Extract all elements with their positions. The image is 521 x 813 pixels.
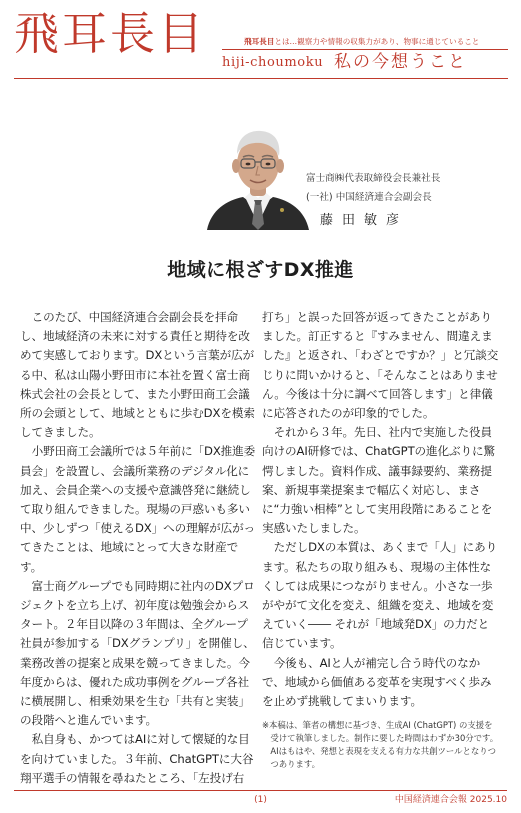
paragraph: このたび、中国経済連合会副会長を拝命し、地域経済の未来に対する責任と期待を改めて実感しております。DXという言葉が広がる中、私は山陽小野田市に本社を置く富士商株式会社の会長として、また小野田商工会議所の会頭として、地域とともに歩むDXを模索してきました。 [20, 310, 255, 440]
series-title: 私の今想うこと [334, 52, 467, 72]
paragraph: 打ち」と誤った回答が返ってきたことがありました。訂正すると『すみません、間違えました』と返され、「わざとですか？」と冗談交じりに問いかけると、「そんなことはありません。今後は十分に調べて回答します」と律儀に応答されたのが印象的でした。 [262, 310, 499, 421]
paragraph: 富士商グループでも同時期に社内のDXプロジェクトを立ち上げ、初年度は勉強会からスタート。２年目以降の３年間は、全グループ社員が参加する「DXグランプリ」を開催し、業務改善の提案と成果を競ってきました。今年度からは、優れた成功事例をグループ各社に横展開し、相乗効果を生む「共有と実装」の段階へと進んでいます。 [20, 578, 255, 728]
footer-rule [14, 790, 507, 791]
publication-info: 中国経済連合会報 2025.10 [394, 795, 507, 805]
article-column-right [262, 308, 500, 711]
article-column-left [20, 308, 258, 788]
article-headline: 地域に根ざすDX推進 [167, 259, 354, 281]
paragraph: それから３年。先日、社内で実施した役員向けのAI研修では、ChatGPTの進化ぶりに驚愕しました。資料作成、議事録要約、業務提案、新規事業提案まで幅広く対応し、まさに“力強い相棒”として実用段階にあることを実感いたしました。 [262, 425, 496, 536]
masthead-title: 飛耳長目 [14, 7, 207, 60]
page-number: (1) [254, 795, 267, 805]
paragraph: 私自身も、かつてはAIに対して懐疑的な目を向けていました。３年前、ChatGPTに大谷翔平選手の情報を尋ねたところ、「左投げ右 [20, 732, 254, 785]
masthead-romaji: hiji-choumoku [222, 55, 324, 70]
author-portrait [203, 124, 313, 230]
author-note [262, 719, 500, 771]
paragraph: ただしDXの本質は、あくまで「人」にあります。私たちの取り組みも、現場の主体性なくしては成果につながりません。小さな一歩がやがて文化を変え、組織を変え、地域を変えていく―― それが「地域発DX」の力だと信じています。 [262, 540, 498, 651]
note-text: ※本稿は、筆者の構想に基づき、生成AI (ChatGPT) の支援を受けて執筆しました。制作に要した時間はわずか30分です。AIはもはや、発想と表現を支える有力な共創ツールとなりつつあります。 [262, 720, 499, 769]
masthead-tagline [244, 37, 479, 47]
masthead-bottom-rule [14, 78, 508, 79]
masthead-rule [222, 49, 508, 50]
author-name: 藤田敏彦 [320, 213, 409, 228]
author-title-1: 富士商㈱代表取締役会長兼社長 [306, 173, 441, 184]
paragraph: 今後も、AIと人が補完し合う時代のなかで、地域から価値ある変革を実現すべく歩みを止めず挑戦してまいります。 [262, 655, 492, 709]
tagline-term: 飛耳長目 [244, 37, 275, 46]
paragraph: 小野田商工会議所では５年前に「DX推進委員会」を設置し、会議所業務のデジタル化に加え、会員企業への支援や意識啓発に継続して取り組んできました。現場の戸惑いも多い中、少しずつ「使えるDX」への理解が広がってきたことは、地域にとって大きな財産です。 [20, 444, 256, 574]
author-title-2: (一社) 中国経済連合会副会長 [306, 192, 432, 203]
tagline-text: とは…観察力や情報の収集力があり、物事に通じていること [274, 37, 480, 46]
